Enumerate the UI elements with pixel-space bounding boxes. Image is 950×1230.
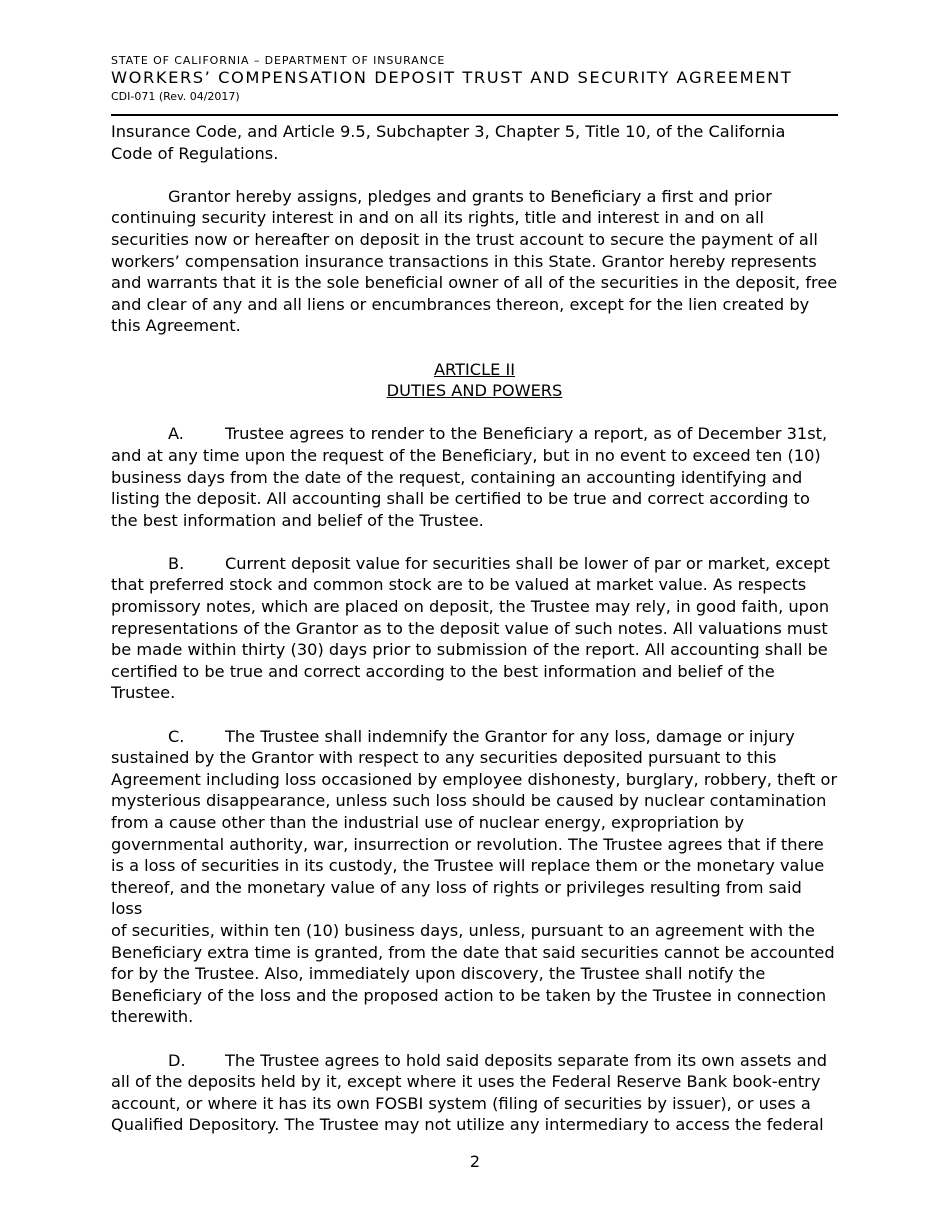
section-label: C. [168,726,185,746]
article-title: DUTIES AND POWERS [386,381,563,401]
section-label: B. [168,553,185,573]
form-number: CDI-071 (Rev. 04/2017) [111,90,240,103]
section-d [111,1050,838,1136]
section-label: D. [168,1050,186,1070]
article-heading [111,359,838,402]
section-c [111,726,838,1028]
document-title: WORKERS’ COMPENSATION DEPOSIT TRUST AND SECURITY AGREEMENT [111,68,793,87]
grant-paragraph-text: Grantor hereby assigns, pledges and grants to Beneficiary a first and prior continuing security interest in and on all its rights, title and interest in and on all securities now or hereafter on deposit in the trust account to secure the payment of all workers’ compensation insurance transactions in this State. Grantor hereby represents and warrants that it is the sole beneficial owner of all of the securities in the deposit, free and clear of any and all liens or encumbrances thereon, except for the lien created by this Agreement. [111,186,838,336]
grant-paragraph [111,186,838,337]
section-b [111,553,838,704]
section-text: Current deposit value for securities shall be lower of par or market, except that preferred stock and common stock are to be valued at market value. As respects promissory notes, which are placed on deposit, the Trustee may rely, in good faith, upon representations of the Grantor as to the deposit value of such notes. All valuations must be made within thirty (30) days prior to submission of the report. All accounting shall be certified to be true and correct according to the best information and belief of the Trustee. [111,553,830,703]
header-divider [111,114,838,116]
section-text: The Trustee shall indemnify the Grantor for any loss, damage or injury sustained by the Grantor with respect to any securities deposited pursuant to this Agreement including loss occasioned by employee dishonesty, burglary, robbery, theft or mysterious disappearance, unless such loss should be caused by nuclear contamination from a cause other than the industrial use of nuclear energy, expropriation by governmental authority, war, insurrection or revolution. The Trustee agrees that if there is a loss of securities in its custody, the Trustee will replace them or the monetary value thereof, and the monetary value of any loss of rights or privileges resulting from said loss of securities, within ten (10) business days, unless, pursuant to an agreement with the Beneficiary extra time is granted, from the date that said securities cannot be accounted for by the Trustee. Also, immediately upon discovery, the Trustee shall notify the Beneficiary of the loss and the proposed action to be taken by the Trustee in connection therewith. [111,726,838,1027]
section-text: Trustee agrees to render to the Beneficiary a report, as of December 31st, and at any time upon the request of the Beneficiary, but in no event to exceed ten (10) business days from the date of the request, containing an accounting identifying and listing the deposit. All accounting shall be certified to be true and correct according to the best information and belief of the Trustee. [111,424,828,530]
section-label: A. [168,424,184,444]
intro-continuation: Insurance Code, and Article 9.5, Subchapter 3, Chapter 5, Title 10, of the California Code of Regulations. [111,122,786,163]
page-header [111,54,838,104]
article-number: ARTICLE II [433,359,516,379]
agency-name: STATE OF CALIFORNIA – DEPARTMENT OF INSURANCE [111,54,446,67]
section-text: The Trustee agrees to hold said deposits separate from its own assets and all of the deposits held by it, except where it uses the Federal Reserve Bank book-entry account, or where it has its own FOSBI system (filing of securities by issuer), or uses a Qualified Depository. The Trustee may not utilize any intermediary to access the federal [111,1050,828,1135]
page-number: 2 [469,1152,481,1171]
document-body [111,121,838,1158]
section-a [111,423,838,531]
